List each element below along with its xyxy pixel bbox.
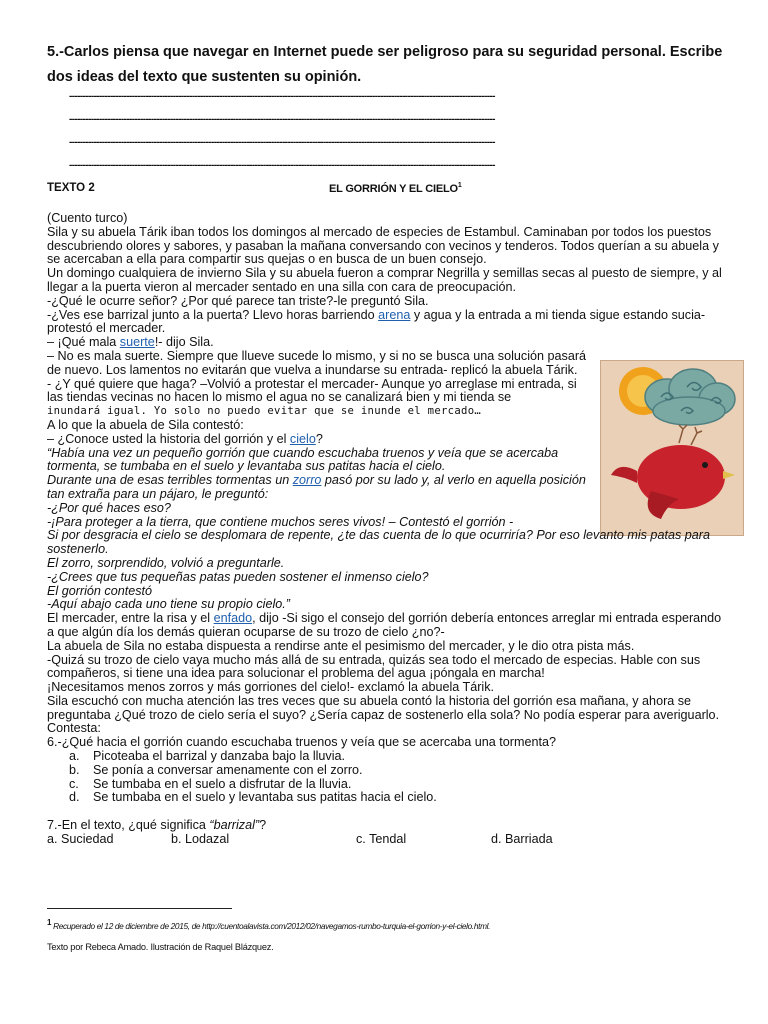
link-zorro[interactable]: zorro [292,473,322,488]
answer-line: ------------------------------------------------------------------------------------------------------------------------------------------------------------ [69,91,495,102]
italic-paragraph: -¿Crees que tus pequeñas patas pueden sostener el inmenso cielo? [47,569,429,584]
paragraph [47,433,727,447]
italic-paragraph: Si por desgracia el cielo se desplomara de repente, ¿te das cuenta de lo que ocurriría? Por eso levanto mis patas para sostenerlo. [47,528,710,557]
footnote [47,918,747,931]
text-run: pasó por su lado y, al verlo en aquella posición tan extraña para un pájaro, le preguntó: [47,473,586,501]
link-suerte[interactable]: suerte [119,335,155,350]
paragraph: - ¿Y qué quiere que haga? –Volvió a protestar el mercader- Aunque yo arreglase mi entrada, si las tiendas vecinas no hacen lo mismo el agua no se canalizará bien y mi tienda se [47,376,577,405]
paragraph: La abuela de Sila no estaba dispuesta a rendirse ante el pesimismo del mercader, y le dio otra pista más. [47,638,635,653]
story-title [329,182,462,195]
text-run: -¿Ves ese barrizal junto a la puerta? Llevo horas barriendo [47,307,379,322]
option-text: Se tumbaba en el suelo y levantaba sus patitas hacia el cielo. [93,790,437,805]
link-cielo[interactable]: cielo [289,431,316,446]
paragraph [47,336,727,350]
text-run: ? [315,431,323,446]
option-text: Se tumbaba en el suelo a disfrutar de la lluvia. [93,776,352,791]
answer-line: ------------------------------------------------------------------------------------------------------------------------------------------------------------ [69,114,495,125]
answer-option-a[interactable] [47,750,727,764]
text-run: – ¡Qué mala [47,335,120,350]
q7-option-d[interactable]: d. Barriada [491,832,553,847]
question-7-term: “barrizal” [209,818,260,833]
story-body [47,212,727,847]
footnote-number: 1 [47,918,52,927]
text-run: 7.-En el texto, ¿qué significa [47,818,210,833]
paragraph: Un domingo cualquiera de invierno Sila y su abuela fueron a comprar Negrilla y semillas secas al puesto de siempre, y al llegar a la puerta vieron al mercader sentado en una silla con cara de preocupación. [47,266,722,294]
paragraph: -Quizá su trozo de cielo vaya mucho más allá de su entrada, quizás sea todo el mercado de especias. Hable con sus compañeros, si tiene una idea para solucionar el problema del agua ¡póngala en marcha! [47,652,701,681]
italic-paragraph: “Había una vez un pequeño gorrión que cuando escuchaba truenos y veía que se acercaba tormenta, se tumbaba en el suelo y levantaba sus patitas hacia el cielo. [47,445,559,474]
italic-paragraph: -¿Por qué haces eso? [47,500,171,515]
link-arena[interactable]: arena [378,307,411,322]
text-run: y agua y la entrada a mi tienda sigue estando sucia- protestó el mercader. [47,307,706,336]
italic-paragraph [47,474,587,502]
story-title-text: EL GORRIÓN Y EL CIELO [329,183,458,195]
paragraph: – No es mala suerte. Siempre que llueve sucede lo mismo, y si no se busca una solución pasará de nuevo. Los lamentos no evitarán que vuelva a inundarse su entrada- replicó la abuela Tárik. [47,348,587,377]
paragraph: A lo que la abuela de Sila contestó: [47,417,244,432]
option-letter: c. [69,776,79,791]
footnote-divider [47,908,232,909]
paragraph [47,309,727,337]
footnote-mark: 1 [457,182,462,189]
text-run: !- dijo Sila. [154,335,214,350]
answer-option-c[interactable] [47,778,727,792]
question-7-options [47,833,727,847]
text-run: El mercader, entre la risa y el [47,611,214,626]
question-7 [47,819,727,833]
paragraph: Sila y su abuela Tárik iban todos los domingos al mercado de especies de Estambul. Caminaban por todos los puestos descubriendo olores y sabores, y pasaban la mañana conversando con vecinos y tenderos. Todos querían a su abuela y se acercaban a ella para compartir sus quejas o en busca de un buen consejo. [47,224,719,267]
text-run: Durante una de esas terribles tormentas un [47,473,293,488]
answer-option-b[interactable] [47,764,727,778]
link-enfado[interactable]: enfado [213,611,253,626]
text-run: – ¿Conoce usted la historia del gorrión y el [47,431,290,446]
section-label: TEXTO 2 [47,182,95,194]
italic-paragraph: -¡Para proteger a la tierra, que contiene muchos seres vivos! – Contestó el gorrión - [47,514,514,529]
option-text: Se ponía a conversar amenamente con el zorro. [93,762,363,777]
option-letter: a. [69,749,80,764]
paragraph: -¿Qué le ocurre señor? ¿Por qué parece tan triste?-le preguntó Sila. [47,293,429,308]
option-text: Picoteaba el barrizal y danzaba bajo la lluvia. [93,749,346,764]
paragraph: Contesta: [47,721,101,736]
q7-option-b[interactable]: b. Lodazal [171,832,230,847]
italic-paragraph: El zorro, sorprendido, volvió a preguntarle. [47,555,285,570]
answer-line: ------------------------------------------------------------------------------------------------------------------------------------------------------------ [69,137,495,148]
option-letter: b. [69,762,80,777]
credits: Texto por Rebeca Amado. Ilustración de Raquel Blázquez. [47,942,274,952]
answer-line: ------------------------------------------------------------------------------------------------------------------------------------------------------------ [69,160,495,171]
paragraph [47,612,727,640]
answer-option-d[interactable] [47,791,727,805]
story-origin: (Cuento turco) [47,211,128,225]
paragraph: ¡Necesitamos menos zorros y más gorriones del cielo!- exclamó la abuela Tárik. [47,680,495,695]
question-6: 6.-¿Qué hacia el gorrión cuando escuchaba truenos y veía que se acercaba una tormenta? [47,735,556,750]
text-run: , dijo -Si sigo el consejo del gorrión debería entonces arreglar mi entrada esperando a que algún día los demás quieran ocuparse de su trozo de cielo ¿no?- [47,611,722,639]
option-letter: d. [69,790,80,805]
paragraph: inundará igual. Yo solo no puedo evitar que se inunde el mercado… [47,405,482,418]
q7-option-a[interactable]: a. Suciedad [47,832,114,847]
text-run: ? [259,818,267,833]
question-5: 5.-Carlos piensa que navegar en Internet puede ser peligroso para su seguridad personal. Escribe dos ideas del texto que sustenten su opinión. [47,44,723,85]
italic-paragraph: El gorrión contestó [47,583,153,598]
italic-paragraph: -Aquí abajo cada uno tiene su propio cielo.” [47,597,290,612]
paragraph: Sila escuchó con mucha atención las tres veces que su abuela contó la historia del gorrión esa mañana, y ahora se preguntaba ¿Qué trozo de cielo sería el suyo? ¿Sería capaz de sostenerlo ella sola? No podía esperar para averiguarlo. [47,693,720,722]
q7-option-c[interactable]: c. Tendal [356,832,407,847]
footnote-text: Recuperado el 12 de diciembre de 2015, de http://cuentoalavista.com/2012/02/navegamos-rumbo-turquia-el-gorrion-y-el-cielo.html. [51,920,491,931]
